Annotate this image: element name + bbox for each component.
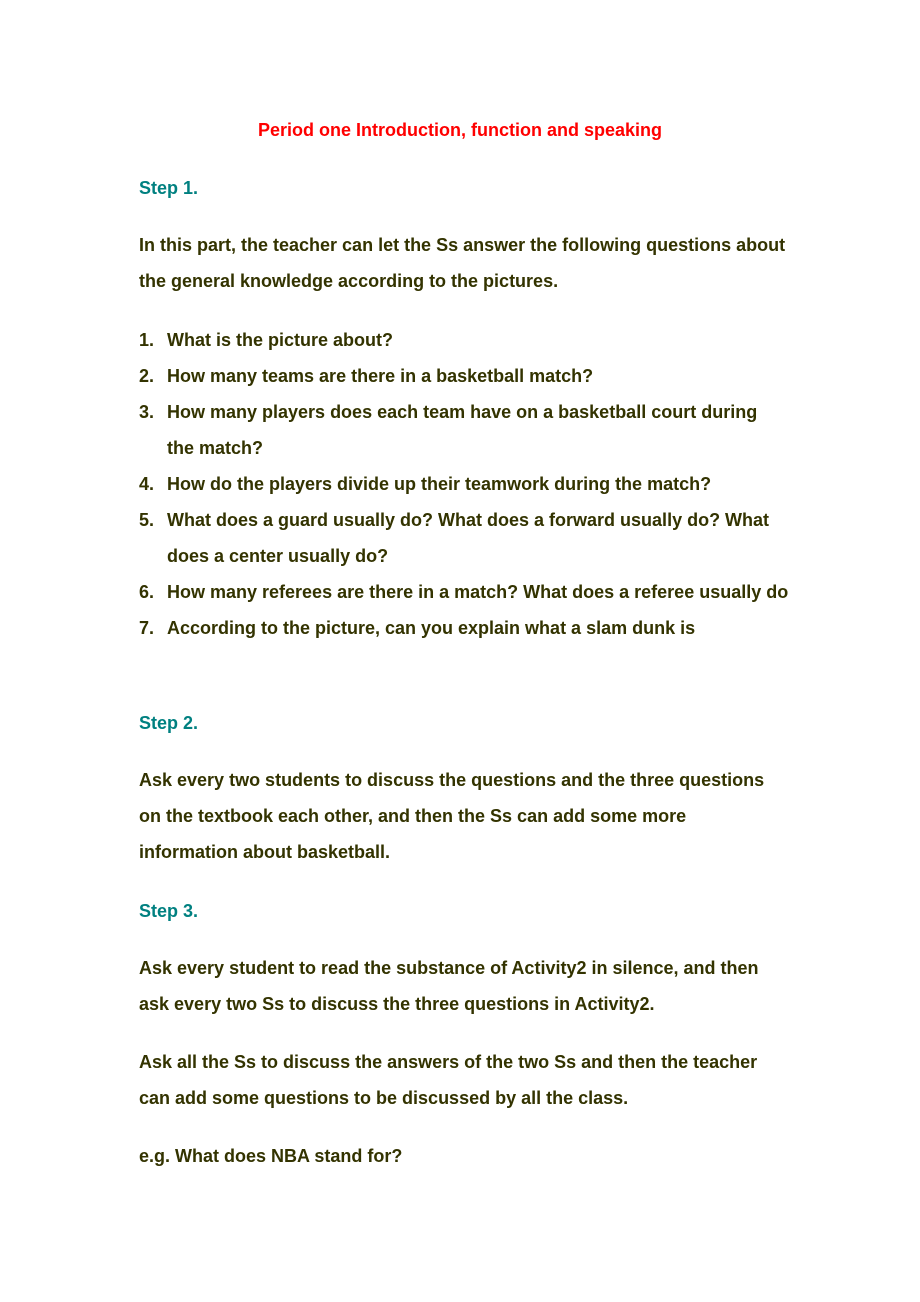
list-item bbox=[139, 502, 789, 574]
list-item bbox=[139, 394, 789, 466]
example-question: e.g. What does NBA stand for? bbox=[139, 1146, 403, 1166]
list-item-text: How many teams are there in a basketball match? bbox=[167, 366, 594, 386]
list-item bbox=[139, 358, 789, 394]
list-item-text: What is the picture about? bbox=[167, 330, 394, 350]
step-3-text-1: Ask every student to read the substance of Activity2 in silence, and then ask every two Ss to discuss the three questions in Activity2. bbox=[139, 958, 759, 1014]
list-item-text: How many players does each team have on a basketball court during the match? bbox=[167, 402, 758, 458]
step-1-intro: In this part, the teacher can let the Ss answer the following questions about the general knowledge according to the pictures. bbox=[139, 235, 786, 291]
step-3-text-2: Ask all the Ss to discuss the answers of the two Ss and then the teacher can add some questions to be discussed by all the class. bbox=[139, 1052, 758, 1108]
step-2-heading: Step 2. bbox=[139, 713, 199, 733]
list-item-number: 1. bbox=[139, 330, 155, 350]
list-item-text: What does a guard usually do? What does a forward usually do? What does a center usually do? bbox=[167, 510, 770, 566]
list-item-text: How many referees are there in a match? What does a referee usually do bbox=[167, 582, 789, 602]
page-title: Period one Introduction, function and speaking bbox=[257, 120, 662, 140]
list-item bbox=[139, 466, 789, 502]
list-item bbox=[139, 322, 789, 358]
list-item-number: 2. bbox=[139, 366, 155, 386]
list-item-number: 5. bbox=[139, 510, 155, 530]
question-list bbox=[139, 322, 789, 646]
list-item-text: How do the players divide up their teamwork during the match? bbox=[167, 474, 712, 494]
step-3-heading: Step 3. bbox=[139, 901, 199, 921]
list-item-number: 3. bbox=[139, 402, 155, 422]
list-item bbox=[139, 610, 789, 646]
step-1-heading: Step 1. bbox=[139, 178, 199, 198]
list-item-text: According to the picture, can you explain what a slam dunk is bbox=[167, 618, 696, 638]
list-item-number: 7. bbox=[139, 618, 155, 638]
list-item-number: 4. bbox=[139, 474, 155, 494]
list-item-number: 6. bbox=[139, 582, 155, 602]
list-item bbox=[139, 574, 789, 610]
step-2-text: Ask every two students to discuss the questions and the three questions on the textbook each other, and then the Ss can add some more information about basketball. bbox=[139, 770, 765, 862]
